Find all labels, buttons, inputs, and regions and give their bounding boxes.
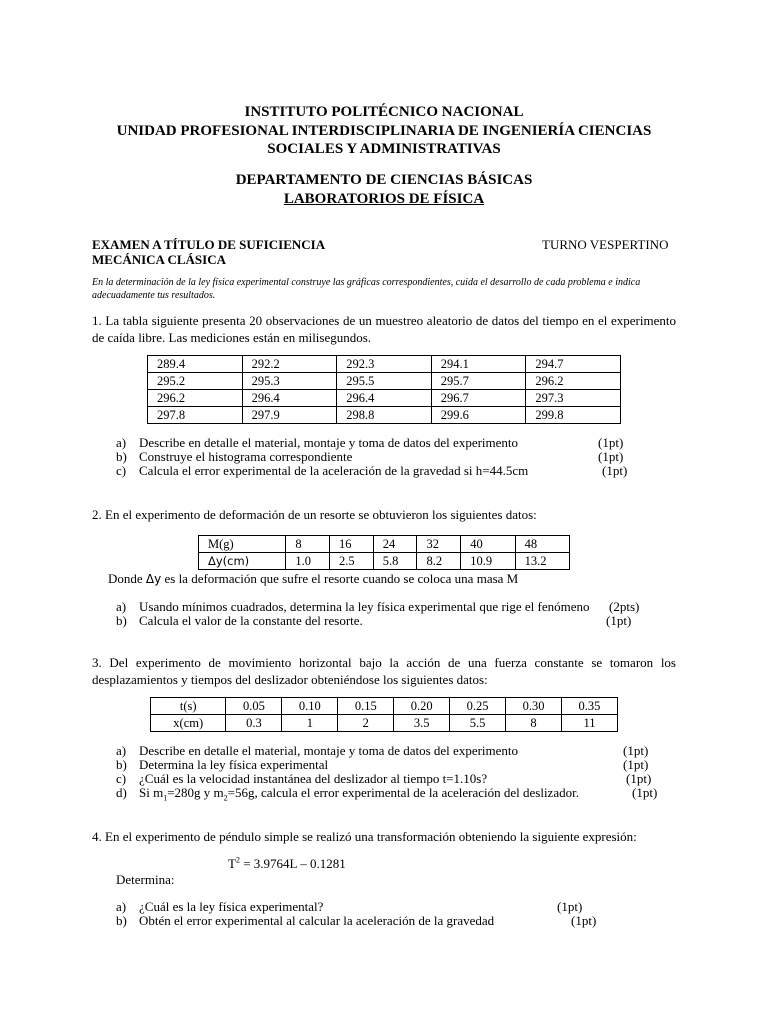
item-points: (1pt) <box>623 743 649 758</box>
table-cell: 0.15 <box>338 698 394 715</box>
table-cell: 296.2 <box>526 373 621 390</box>
table-cell: 297.9 <box>242 407 337 424</box>
unit-name-line1: UNIDAD PROFESIONAL INTERDISCIPLINARIA DE INGENIERÍA CIENCIAS <box>116 123 652 139</box>
exam-subject: MECÁNICA CLÁSICA <box>92 252 226 267</box>
q1-text: 1. La tabla siguiente presenta 20 observaciones de un muestreo aleatorio de datos del tiempo en el experimento de caída libre. Las mediciones están en milisegundos. <box>92 313 676 345</box>
table-cell: 16 <box>330 536 374 553</box>
q4-formula: $T^2 = 3.9764L - 0.1281$ <box>228 855 346 871</box>
table-cell: 297.8 <box>148 407 243 424</box>
department-name: DEPARTAMENTO DE CIENCIAS BÁSICAS <box>235 172 533 188</box>
table-cell: 0.25 <box>450 698 506 715</box>
table-cell: 295.5 <box>337 373 432 390</box>
table-cell: x(cm) <box>151 715 226 732</box>
item-letter: b) <box>116 757 127 772</box>
item-text: Construye el histograma correspondiente <box>139 449 353 464</box>
table-cell: 296.7 <box>431 390 526 407</box>
table-cell: 8 <box>506 715 562 732</box>
table-cell: 0.05 <box>226 698 282 715</box>
q2-text: 2. En el experimento de deformación de un resorte se obtuvieron los siguientes datos: <box>92 507 537 522</box>
table-cell: 295.3 <box>242 373 337 390</box>
note-text: Donde <box>108 571 143 586</box>
table-cell: t(s) <box>151 698 226 715</box>
delta-y-symbol: Δy <box>145 572 162 586</box>
table-row <box>151 698 618 715</box>
item-points: (2pts) <box>609 599 640 614</box>
q4-text: 4. En el experimento de péndulo simple se realizó una transformación obteniendo la siguiente expresión: <box>92 829 637 844</box>
q1-data-table <box>147 355 621 424</box>
item-letter: a) <box>116 743 127 758</box>
table-cell: 48 <box>515 536 569 553</box>
item-letter: c) <box>116 463 127 478</box>
item-points: (1pt) <box>606 613 632 628</box>
item-points: (1pt) <box>623 757 649 772</box>
table-cell: Δy(cm) <box>199 553 286 570</box>
table-cell: 292.3 <box>337 356 432 373</box>
table-row <box>148 390 621 407</box>
table-cell: 292.2 <box>242 356 337 373</box>
table-cell: 299.6 <box>431 407 526 424</box>
table-cell: 1.0 <box>286 553 330 570</box>
table-cell: 0.3 <box>226 715 282 732</box>
item-points: (1pt) <box>571 913 597 928</box>
item-letter: b) <box>116 913 127 928</box>
table-row <box>148 373 621 390</box>
item-text: Calcula el error experimental de la aceleración de la gravedad si h=44.5cm <box>139 463 529 478</box>
table-cell: 10.9 <box>461 553 515 570</box>
item-letter: b) <box>116 449 127 464</box>
institution-name: INSTITUTO POLITÉCNICO NACIONAL <box>244 104 524 120</box>
table-row <box>151 715 618 732</box>
table-cell: 0.10 <box>282 698 338 715</box>
exam-instructions: En la determinación de la ley física experimental construye las gráficas correspondientes, cuida el desarrollo de cada problema e indica adecuadamente tus resultados. <box>92 277 641 301</box>
item-text: Determina la ley física experimental <box>139 757 329 772</box>
item-points: (1pt) <box>632 785 658 800</box>
q3-data-table <box>150 697 618 732</box>
table-cell: 298.8 <box>337 407 432 424</box>
item-letter: d) <box>116 785 127 800</box>
table-cell: 0.30 <box>506 698 562 715</box>
item-text: Obtén el error experimental al calcular la aceleración de la gravedad <box>139 913 495 928</box>
table-cell: 40 <box>461 536 515 553</box>
table-cell: 8.2 <box>417 553 461 570</box>
table-cell: 299.8 <box>526 407 621 424</box>
item-letter: b) <box>116 613 127 628</box>
item-letter: a) <box>116 435 127 450</box>
item-text: ¿Cuál es la ley física experimental? <box>139 899 324 914</box>
item-points: (1pt) <box>598 449 624 464</box>
table-cell: 5.8 <box>373 553 417 570</box>
table-cell: 32 <box>417 536 461 553</box>
table-cell: 13.2 <box>515 553 569 570</box>
table-cell: 3.5 <box>394 715 450 732</box>
table-cell: 11 <box>561 715 617 732</box>
item-points: (1pt) <box>557 899 583 914</box>
item-text: Describe en detalle el material, montaje y toma de datos del experimento <box>139 743 519 758</box>
unit-name-line2: SOCIALES Y ADMINISTRATIVAS <box>267 141 501 157</box>
item-points: (1pt) <box>598 435 624 450</box>
table-cell: 296.2 <box>148 390 243 407</box>
item-letter: c) <box>116 771 127 786</box>
q3-text: 3. Del experimento de movimiento horizontal bajo la acción de una fuerza constante se tomaron los desplazamientos y tiempos del deslizador obteniéndose los siguientes datos: <box>92 655 676 687</box>
q4-determine: Determina: <box>116 872 175 887</box>
item-text: ¿Cuál es la velocidad instantánea del deslizador al tiempo t=1.10s? <box>139 771 488 786</box>
item-text: Usando mínimos cuadrados, determina la ley física experimental que rige el fenómeno <box>139 599 590 614</box>
table-cell: 24 <box>373 536 417 553</box>
note-text: es la deformación que sufre el resorte cuando se coloca una masa M <box>164 571 519 586</box>
table-cell: 296.4 <box>337 390 432 407</box>
item-text: Describe en detalle el material, montaje y toma de datos del experimento <box>139 435 519 450</box>
table-cell: 2.5 <box>330 553 374 570</box>
item-text: Calcula el valor de la constante del resorte. <box>139 613 363 628</box>
table-row <box>199 553 570 570</box>
exam-shift: TURNO VESPERTINO <box>542 237 669 252</box>
table-cell: 5.5 <box>450 715 506 732</box>
labs-title: LABORATORIOS DE FÍSICA <box>283 191 485 207</box>
table-cell: 289.4 <box>148 356 243 373</box>
table-cell: 294.7 <box>526 356 621 373</box>
table-cell: 8 <box>286 536 330 553</box>
item-letter: a) <box>116 899 127 914</box>
item-letter: a) <box>116 599 127 614</box>
table-row <box>199 536 570 553</box>
table-cell: 0.20 <box>394 698 450 715</box>
table-cell: 294.1 <box>431 356 526 373</box>
table-cell: M(g) <box>199 536 286 553</box>
q2-note <box>108 571 518 587</box>
q2-data-table <box>198 535 570 570</box>
table-cell: 295.2 <box>148 373 243 390</box>
table-cell: 297.3 <box>526 390 621 407</box>
table-cell: 296.4 <box>242 390 337 407</box>
item-points: (1pt) <box>602 463 628 478</box>
table-row <box>148 407 621 424</box>
table-cell: 2 <box>338 715 394 732</box>
table-cell: 1 <box>282 715 338 732</box>
table-cell: 0.35 <box>561 698 617 715</box>
table-row <box>148 356 621 373</box>
exam-title: EXAMEN A TÍTULO DE SUFICIENCIA <box>92 237 326 252</box>
item-text: Si $m_1=280g$ y $m_2=56g$, calcula el error experimental de la aceleración del deslizador. <box>139 785 579 803</box>
table-cell: 295.7 <box>431 373 526 390</box>
item-points: (1pt) <box>626 771 652 786</box>
